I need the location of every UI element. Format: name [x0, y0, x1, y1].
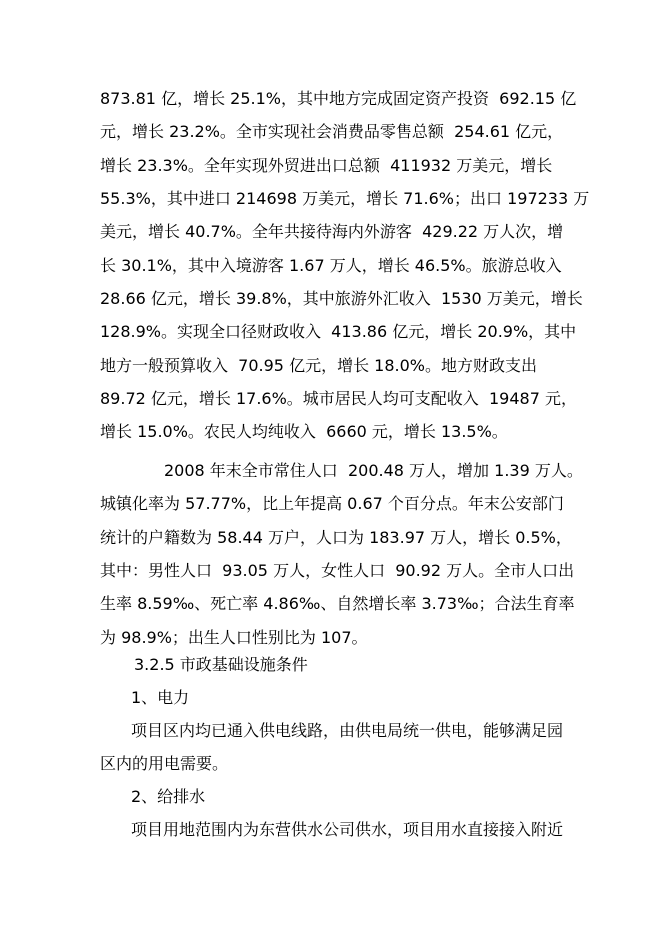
paragraph-line: 城镇化率为 57.77%，比上年提高 0.67 个百分点。年末公安部门	[100, 494, 564, 513]
paragraph-line: 128.9%。实现全口径财政收入 413.86 亿元，增长 20.9%，其中	[100, 322, 577, 341]
paragraph-line: 生率 8.59‰、死亡率 4.86‰、自然增长率 3.73‰；合法生育率	[100, 594, 575, 613]
paragraph-line: 其中：男性人口 93.05 万人，女性人口 90.92 万人。全市人口出	[100, 561, 575, 580]
paragraph-line: 55.3%，其中进口 214698 万美元，增长 71.6%；出口 197233 万	[100, 189, 590, 208]
paragraph-line: 为 98.9%；出生人口性别比为 107。	[100, 628, 368, 647]
paragraph-line: 项目用地范围内为东营供水公司供水，项目用水直接接入附近	[131, 820, 564, 839]
paragraph-line: 统计的户籍数为 58.44 万户，人口为 183.97 万人，增长 0.5%，	[100, 528, 572, 547]
subsection-heading: 2、给排水	[131, 787, 206, 806]
paragraph-line: 地方一般预算收入 70.95 亿元，增长 18.0%。地方财政支出	[100, 356, 537, 375]
subsection-heading: 1、电力	[131, 688, 190, 707]
paragraph-line: 美元，增长 40.7%。全年共接待海内外游客 429.22 万人次，增	[100, 222, 564, 241]
paragraph-line: 元，增长 23.2%。全市实现社会消费品零售总额 254.61 亿元，	[100, 122, 564, 141]
paragraph-line: 28.66 亿元，增长 39.8%，其中旅游外汇收入 1530 万美元，增长	[100, 289, 583, 308]
paragraph-line: 873.81 亿，增长 25.1%，其中地方完成固定资产投资 692.15 亿	[100, 89, 577, 108]
paragraph-line: 增长 15.0%。农民人均纯收入 6660 元，增长 13.5%。	[100, 422, 508, 441]
paragraph-line: 区内的用电需要。	[100, 754, 229, 773]
paragraph-line: 项目区内均已通入供电线路，由供电局统一供电，能够满足园	[131, 721, 564, 740]
section-heading: 3.2.5 市政基础设施条件	[134, 655, 308, 674]
paragraph-line: 89.72 亿元，增长 17.6%。城市居民人均可支配收入 19487 元，	[100, 389, 577, 408]
paragraph-line: 2008 年末全市常住人口 200.48 万人，增加 1.39 万人。	[164, 461, 583, 480]
paragraph-line: 长 30.1%，其中入境游客 1.67 万人，增长 46.5%。旅游总收入	[100, 256, 562, 275]
paragraph-line: 增长 23.3%。全年实现外贸进出口总额 411932 万美元，增长	[100, 156, 553, 175]
